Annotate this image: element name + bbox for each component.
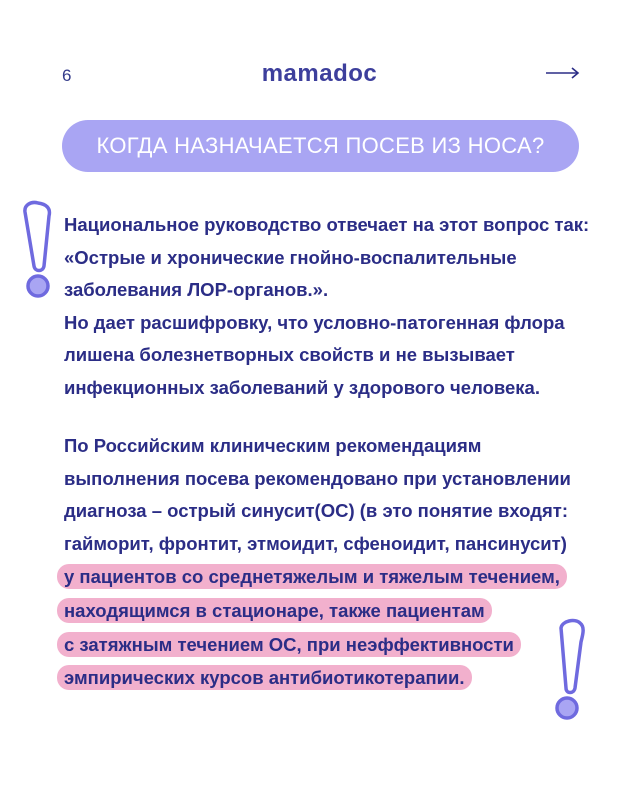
- brand-logo: mamadoc: [261, 60, 378, 87]
- text-line: диагноза – острый синусит(ОС) (в это понятие входят:: [64, 500, 568, 522]
- highlighted-line: [64, 594, 584, 628]
- highlight-text: находящимся в стационаре, также пациентам: [57, 598, 492, 623]
- page-number: 6: [62, 66, 72, 85]
- highlighted-line: [64, 628, 584, 662]
- arrow-right-icon[interactable]: [545, 63, 581, 83]
- text-line: выполнения посева рекомендовано при установлении: [64, 467, 571, 489]
- page-title: КОГДА НАЗНАЧАЕТСЯ ПОСЕВ ИЗ НОСА?: [96, 133, 545, 158]
- highlight-text: у пациентов со среднетяжелым и тяжелым течением,: [57, 564, 567, 589]
- exclamation-mark-icon: [18, 200, 60, 304]
- paragraph-russian-recommendations: [64, 430, 584, 695]
- text-line: гайморит, фронтит, этмоидит, сфеноидит, пансинусит): [64, 532, 567, 554]
- text-line: По Российским клиническим рекомендациям: [64, 435, 482, 456]
- text-line: инфекционных заболеваний у здорового человека.: [64, 376, 540, 398]
- text-line: Национальное руководство отвечает на этот вопрос так:: [64, 214, 590, 235]
- text-line: Но дает расшифровку, что условно-патогенная флора: [64, 311, 565, 333]
- text-line: «Острые и хронические гнойно-воспалительные: [64, 246, 517, 268]
- highlight-text: с затяжным течением ОС, при неэффективности: [57, 632, 521, 657]
- paragraph-national-guide: [64, 209, 590, 405]
- text-line: лишена болезнетворных свойств и не вызывает: [64, 344, 515, 366]
- highlight-text: эмпирических курсов антибиотикотерапии.: [57, 665, 472, 690]
- highlighted-line: [64, 560, 584, 594]
- text-line: заболевания ЛОР-органов.».: [64, 279, 329, 301]
- highlighted-line: [64, 661, 584, 695]
- title-banner: [62, 120, 579, 172]
